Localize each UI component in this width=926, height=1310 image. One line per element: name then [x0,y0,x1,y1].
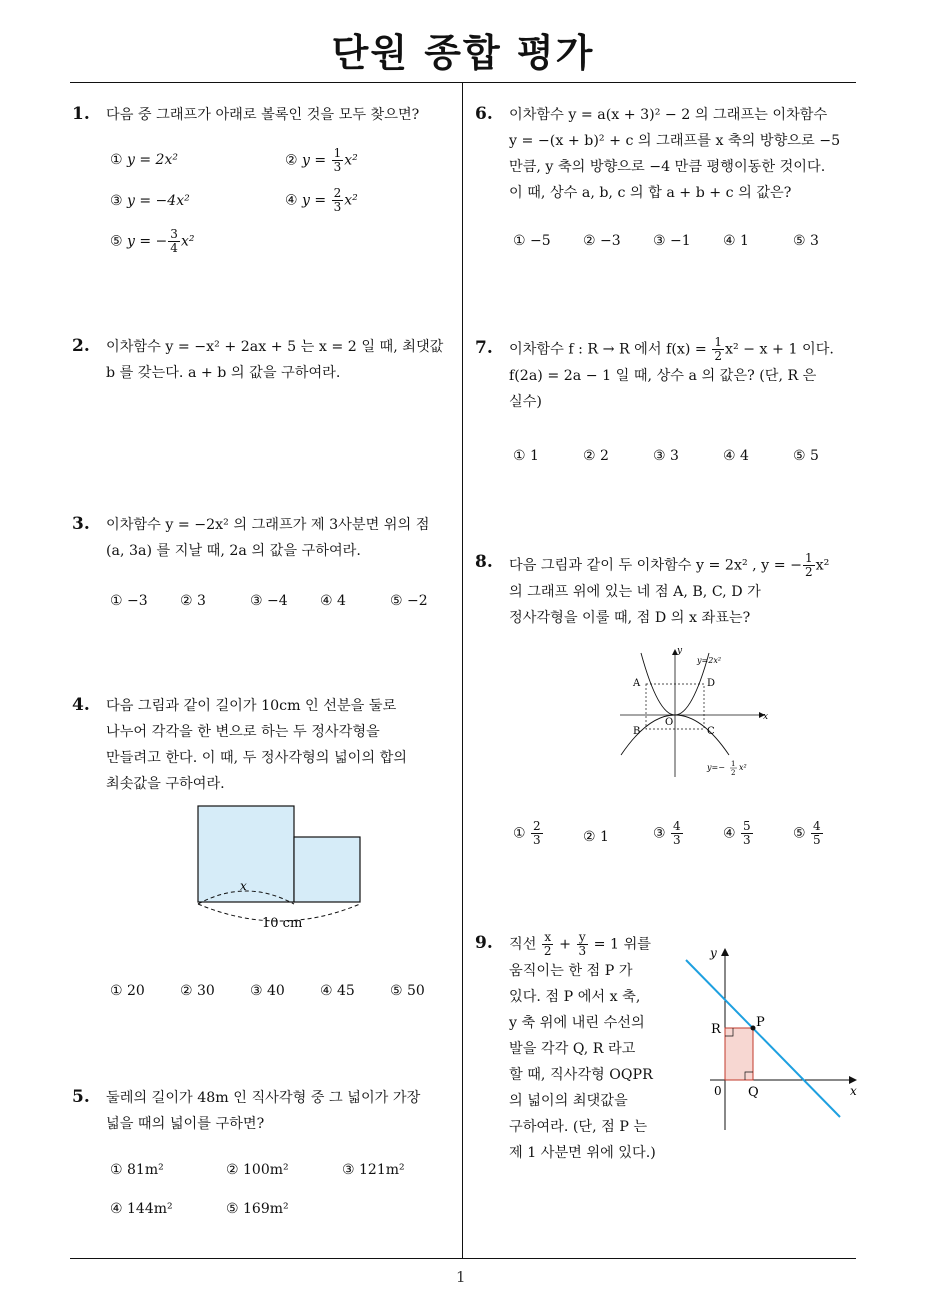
q8-option-5[interactable]: ⑤ $\frac{4}{5}$ [793,819,821,847]
origin-label: 0 [714,1084,722,1098]
q7-option-4[interactable]: ④ 4 [723,448,749,464]
q5-option-3[interactable]: ③ 121m² [342,1162,405,1178]
q3-option-5[interactable]: ⑤ −2 [390,593,428,609]
question-9-text: 직선 $\frac{x}{2}$ + $\frac{y}{3}$ = 1 위를 움직이는 한 점 P 가 있다. 점 P 에서 x 축, y 축 위에 내린 수선의 발을 각각 Q, R 라고 할 때, 직사각형 OQPR 의 넓이의 최댓값을 구하여라. (단, 점 P 는 제 1 사분면 위에 있다.) [509,930,656,1161]
q4-option-1[interactable]: ① 20 [110,983,145,999]
top-rule [70,82,856,83]
x-axis-label: x [763,712,769,722]
point-P-label: P [756,1015,765,1030]
curve2-num: 1 [731,760,736,768]
q6-option-5[interactable]: ⑤ 3 [793,233,819,249]
q3-option-4[interactable]: ④ 4 [320,593,346,609]
q1-option-3[interactable]: ③ y = −4x² [110,193,190,209]
question-3-text: 이차함수 y = −2x² 의 그래프가 제 3사분면 위의 점 (a, 3a) 를 지날 때, 2a 의 값을 구하여라. [106,517,430,559]
question-5-text: 둘레의 길이가 48m 인 직사각형 중 그 넓이가 가장 넓을 때의 넓이를 구하면? [106,1090,421,1132]
y-axis-arrow-icon [721,948,729,956]
point-R-label: R [711,1022,721,1037]
q6-option-4[interactable]: ④ 1 [723,233,749,249]
y-axis-label: y [677,646,683,656]
curve1-label: y=2x² [697,656,722,665]
q5-option-1[interactable]: ① 81m² [110,1162,164,1178]
q3-option-1[interactable]: ① −3 [110,593,148,609]
question-6-text: 이차함수 y = a(x + 3)² − 2 의 그래프는 이차함수 y = −(x + b)² + c 의 그래프를 x 축의 방향으로 −5 만큼, y 축의 방향으로 −4 만큼 평행이동한 것이다. 이 때, 상수 a, b, c 의 합 a + b + c 의 값은? [509,107,841,201]
point-B-label: B [633,726,641,737]
q5-option-5[interactable]: ⑤ 169m² [226,1201,289,1217]
question-4-text: 다음 그림과 같이 길이가 10cm 인 선분을 둘로 나누어 각각을 한 변으로 하는 두 정사각형을 만들려고 한다. 이 때, 두 정사각형의 넓이의 합의 최솟값을 구하여라. [106,698,407,792]
point-D-label: D [707,678,716,689]
point-P [751,1026,756,1031]
question-number-2: 2. [72,336,90,356]
q5-option-2[interactable]: ② 100m² [226,1162,289,1178]
x-label: x [240,879,247,893]
q3-option-3[interactable]: ③ −4 [250,593,288,609]
q6-option-3[interactable]: ③ −1 [653,233,691,249]
page-title: 단원 종합 평가 [331,31,595,75]
point-A-label: A [633,678,641,689]
q5-option-4[interactable]: ④ 144m² [110,1201,173,1217]
question-number-9: 9. [475,933,493,953]
question-number-6: 6. [475,104,493,124]
x-axis-label: x [850,1084,857,1098]
question-number-8: 8. [475,552,493,572]
q3-option-2[interactable]: ② 3 [180,593,206,609]
question-7-text: 이차함수 f : R → R 에서 f(x) = $\frac{1}{2}$ x² − x + 1 이다. f(2a) = 2a − 1 일 때, 상수 a 의 값은? (단, R 은 실수) [509,335,834,410]
question-number-7: 7. [475,338,493,358]
curve2-post: x² [739,763,747,772]
q4-option-2[interactable]: ② 30 [180,983,215,999]
q8-option-2[interactable]: ② 1 [583,829,609,845]
length-label: 10 cm [262,916,303,931]
q4-option-3[interactable]: ③ 40 [250,983,285,999]
q8-option-4[interactable]: ④ $\frac{5}{3}$ [723,819,751,847]
q1-option-1[interactable]: ① y = 2x² [110,152,178,168]
q7-option-1[interactable]: ① 1 [513,448,539,464]
q7-option-2[interactable]: ② 2 [583,448,609,464]
q8-option-3[interactable]: ③ $\frac{4}{3}$ [653,819,681,847]
q4-option-4[interactable]: ④ 45 [320,983,355,999]
curve2-label: y=− [707,763,725,772]
question-8-text: 다음 그림과 같이 두 이차함수 y = 2x² , y = − $\frac{1}{2}$ x² 의 그래프 위에 있는 네 점 A, B, C, D 가 정사각형을 이룰 때, 점 D 의 x 좌표는? [509,551,830,626]
q1-option-2[interactable]: ② y = $\frac{1}{3}$ x² [285,146,358,174]
question-number-4: 4. [72,695,90,715]
question-number-5: 5. [72,1087,90,1107]
small-square [294,837,360,902]
question-2-text: 이차함수 y = −x² + 2ax + 5 는 x = 2 일 때, 최댓값 b 를 갖는다. a + b 의 값을 구하여라. [106,339,444,381]
q8-option-1[interactable]: ① $\frac{2}{3}$ [513,819,541,847]
q4-option-5[interactable]: ⑤ 50 [390,983,425,999]
column-divider [462,83,463,1259]
q7-option-3[interactable]: ③ 3 [653,448,679,464]
q1-option-4[interactable]: ④ y = $\frac{2}{3}$ x² [285,186,358,214]
question-1-text: 다음 중 그래프가 아래로 볼록인 것을 모두 찾으면? [106,107,420,123]
q8-parabola-figure [615,645,775,780]
origin-label: O [665,717,674,728]
q4-squares-figure [190,800,370,940]
line-graph [686,960,840,1117]
bottom-rule [70,1258,856,1259]
q7-option-5[interactable]: ⑤ 5 [793,448,819,464]
point-Q-label: Q [748,1085,759,1100]
y-axis-label: y [710,946,717,960]
curve2-den: 2 [731,769,736,777]
q1-option-5[interactable]: ⑤ y = − $\frac{3}{4}$ x² [110,227,195,255]
x-axis-arrow-icon [849,1076,857,1084]
point-C-label: C [707,726,715,737]
page-number: 1 [456,1268,466,1286]
q9-line-figure [680,940,865,1140]
q6-option-1[interactable]: ① −5 [513,233,551,249]
question-number-3: 3. [72,514,90,534]
q6-option-2[interactable]: ② −3 [583,233,621,249]
question-number-1: 1. [72,104,90,124]
